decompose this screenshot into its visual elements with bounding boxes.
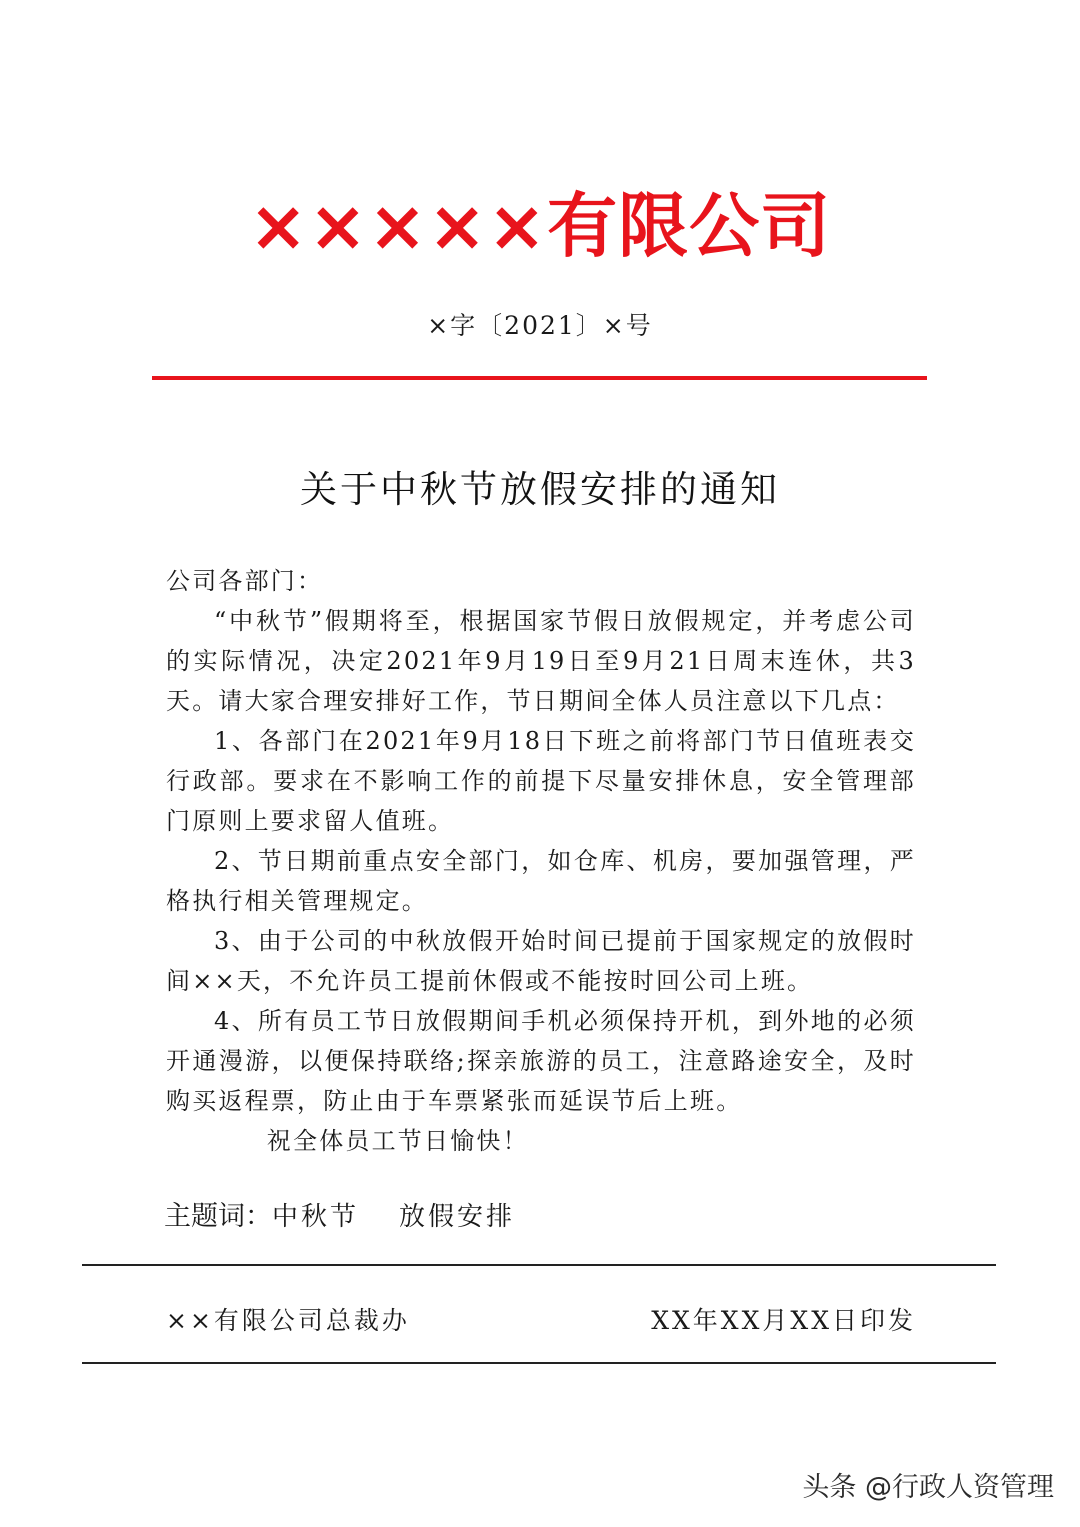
watermark: 头条 @行政人资管理 [802, 1472, 1054, 1503]
closing-greeting: 祝全体员工节日愉快！ [266, 1127, 529, 1155]
company-title: ×××××有限公司 [248, 185, 832, 267]
notice-item-4: 4、所有员工节日放假期间手机必须保持开机，到外地的必须开通漫游，以便保持联络;探亲旅游的员工，注意路途安全，及时购买返程票，防止由于车票紧张而延误节后上班。 [166, 1007, 916, 1115]
red-separator-line [152, 376, 927, 380]
document-number: ×字〔2021〕×号 [427, 311, 653, 340]
footer-issuer: ××有限公司总裁办 [166, 1306, 410, 1335]
notice-body [166, 561, 916, 1161]
notice-title: 关于中秋节放假安排的通知 [300, 468, 780, 511]
footer-issue-date: XX年XX月XX日印发 [651, 1306, 916, 1335]
intro-paragraph: “中秋节”假期将至，根据国家节假日放假规定，并考虑公司的实际情况，决定2021年9月19日至9月21日周末连休，共3天。请大家合理安排好工作，节日期间全体人员注意以下几点： [166, 607, 916, 715]
keyword-item: 中秋节 [272, 1202, 360, 1232]
keyword-item: 放假安排 [399, 1202, 516, 1232]
footer-top-rule [82, 1264, 996, 1266]
salutation: 公司各部门： [166, 567, 324, 595]
footer-bottom-rule [82, 1362, 996, 1364]
notice-item-1: 1、各部门在2021年9月18日下班之前将部门节日值班表交行政部。要求在不影响工作的前提下尽量安排休息，安全管理部门原则上要求留人值班。 [166, 727, 916, 835]
notice-item-2: 2、节日期前重点安全部门，如仓库、机房，要加强管理，严格执行相关管理规定。 [166, 847, 916, 915]
notice-item-3: 3、由于公司的中秋放假开始时间已提前于国家规定的放假时间××天，不允许员工提前休假或不能按时回公司上班。 [166, 927, 916, 995]
keywords-line [164, 1195, 914, 1239]
keywords-label: 主题词： [164, 1201, 272, 1232]
